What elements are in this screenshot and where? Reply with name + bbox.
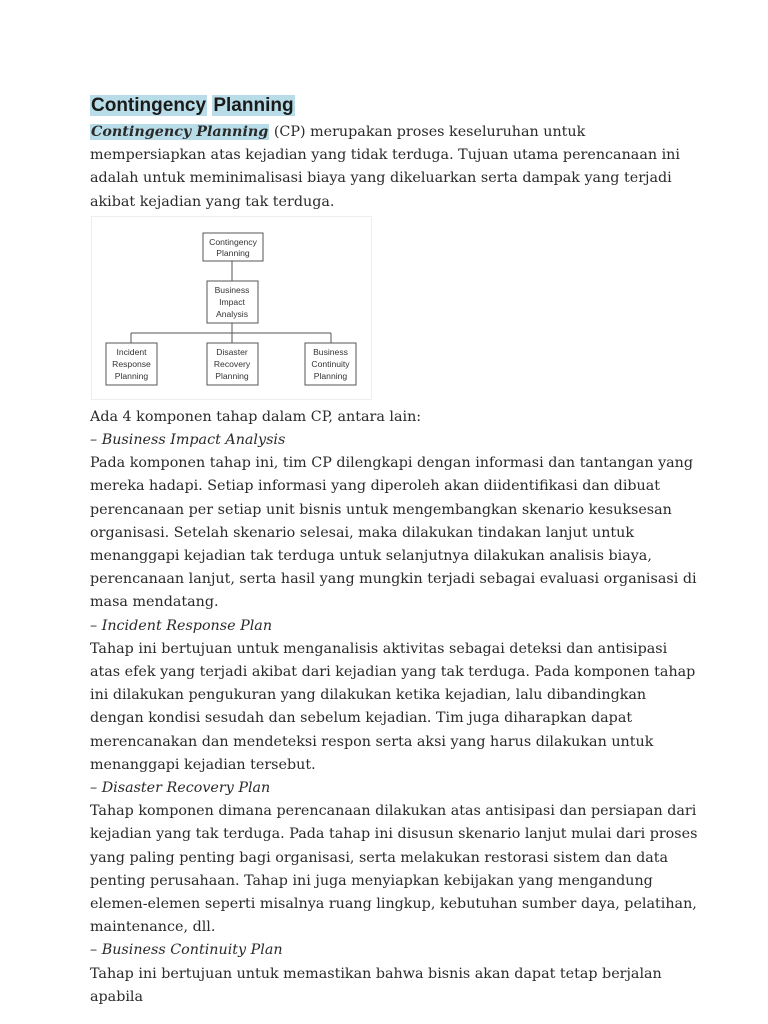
node-center-line-3: Planning: [215, 370, 249, 381]
section-heading-business-impact-analysis: – Business Impact Analysis: [90, 432, 286, 449]
node-middle-line-3: Analysis: [216, 308, 248, 319]
node-left-line-2: Response: [112, 358, 151, 369]
node-middle-line-2: Impact: [219, 296, 245, 307]
section-heading-disaster-recovery-plan: – Disaster Recovery Plan: [90, 780, 271, 797]
components-intro: Ada 4 komponen tahap dalam CP, antara lain:: [90, 408, 422, 425]
section-body-business-continuity-plan: Tahap ini bertujuan untuk memastikan bahwa bisnis akan dapat tetap berjalan apabila: [90, 965, 662, 1005]
node-left-line-3: Planning: [114, 370, 149, 381]
contingency-planning-diagram: [91, 216, 372, 400]
node-disaster-recovery-planning: [207, 343, 258, 385]
node-center-line-1: Disaster: [216, 346, 248, 357]
node-incident-response-planning: [106, 343, 157, 385]
title-word-planning: Planning: [213, 95, 294, 116]
intro-term: Contingency Planning: [91, 124, 269, 140]
node-middle-line-1: Business: [214, 284, 250, 295]
section-body-disaster-recovery-plan: Tahap komponen dimana perencanaan dilakukan atas antisipasi dan persiapan dari kejadian yang tak terduga. Pada tahap ini disusun skenario lanjut mulai dari proses yang paling penting bagi organisasi, serta melakukan restorasi sistem dan data penting perusahaan. Tahap ini juga menyiapkan kebijakan yang mengandung elemen-elemen seperti misalnya ruang lingkup, kebutuhan sumber daya, pelatihan, maintenance, dll.: [90, 803, 698, 936]
intro-text: (CP) merupakan proses keseluruhan untuk mempersiapkan atas kejadian yang tidak terduga. Tujuan utama perencanaan ini adalah untuk meminimalisasi biaya yang dikeluarkan serta dampak yang terjadi akibat kejadian yang tak terduga.: [90, 124, 680, 210]
node-root-line-2: Planning: [216, 247, 250, 258]
node-business-impact-analysis: [207, 281, 258, 323]
section-heading-business-continuity-plan: – Business Continuity Plan: [90, 942, 283, 959]
node-center-line-2: Recovery: [213, 358, 251, 369]
page-title: [90, 94, 698, 118]
title-word-contingency: Contingency: [91, 95, 207, 116]
section-body-business-impact-analysis: Pada komponen tahap ini, tim CP dilengkapi dengan informasi dan tantangan yang mereka hadapi. Setiap informasi yang diperoleh akan diidentifikasi dan dibuat perencanaan per setiap unit bisnis untuk mengembangkan skenario kesuksesan organisasi. Setelah skenario selesai, maka dilakukan tindakan lanjut untuk menanggapi kejadian tak terduga untuk selanjutnya dilakukan analisis biaya, perencanaan lanjut, serta hasil yang mungkin terjadi sebagai evaluasi organisasi di masa mendatang.: [90, 455, 697, 611]
node-contingency-planning: [203, 233, 263, 261]
section-body-incident-response-plan: Tahap ini bertujuan untuk menganalisis aktivitas sebagai deteksi dan antisipasi atas efek yang terjadi akibat dari kejadian yang tak terduga. Pada komponen tahap ini dilakukan pengukuran yang dilakukan ketika kejadian, lalu dibandingkan dengan kondisi sesudah dan sebelum kejadian. Tim juga diharapkan dapat merencanakan dan mendeteksi respon serta aksi yang harus dilakukan untuk menanggapi kejadian tersebut.: [90, 640, 696, 773]
node-right-line-3: Planning: [313, 370, 348, 381]
node-left-line-1: Incident: [116, 346, 147, 357]
node-right-line-2: Continuity: [311, 358, 350, 369]
intro-paragraph: [90, 121, 698, 214]
section-heading-incident-response-plan: – Incident Response Plan: [90, 617, 273, 634]
node-right-line-1: Business: [313, 346, 348, 357]
diagram-svg: [92, 217, 371, 399]
node-root-line-1: Contingency: [209, 236, 257, 247]
node-business-continuity-planning: [305, 343, 356, 385]
